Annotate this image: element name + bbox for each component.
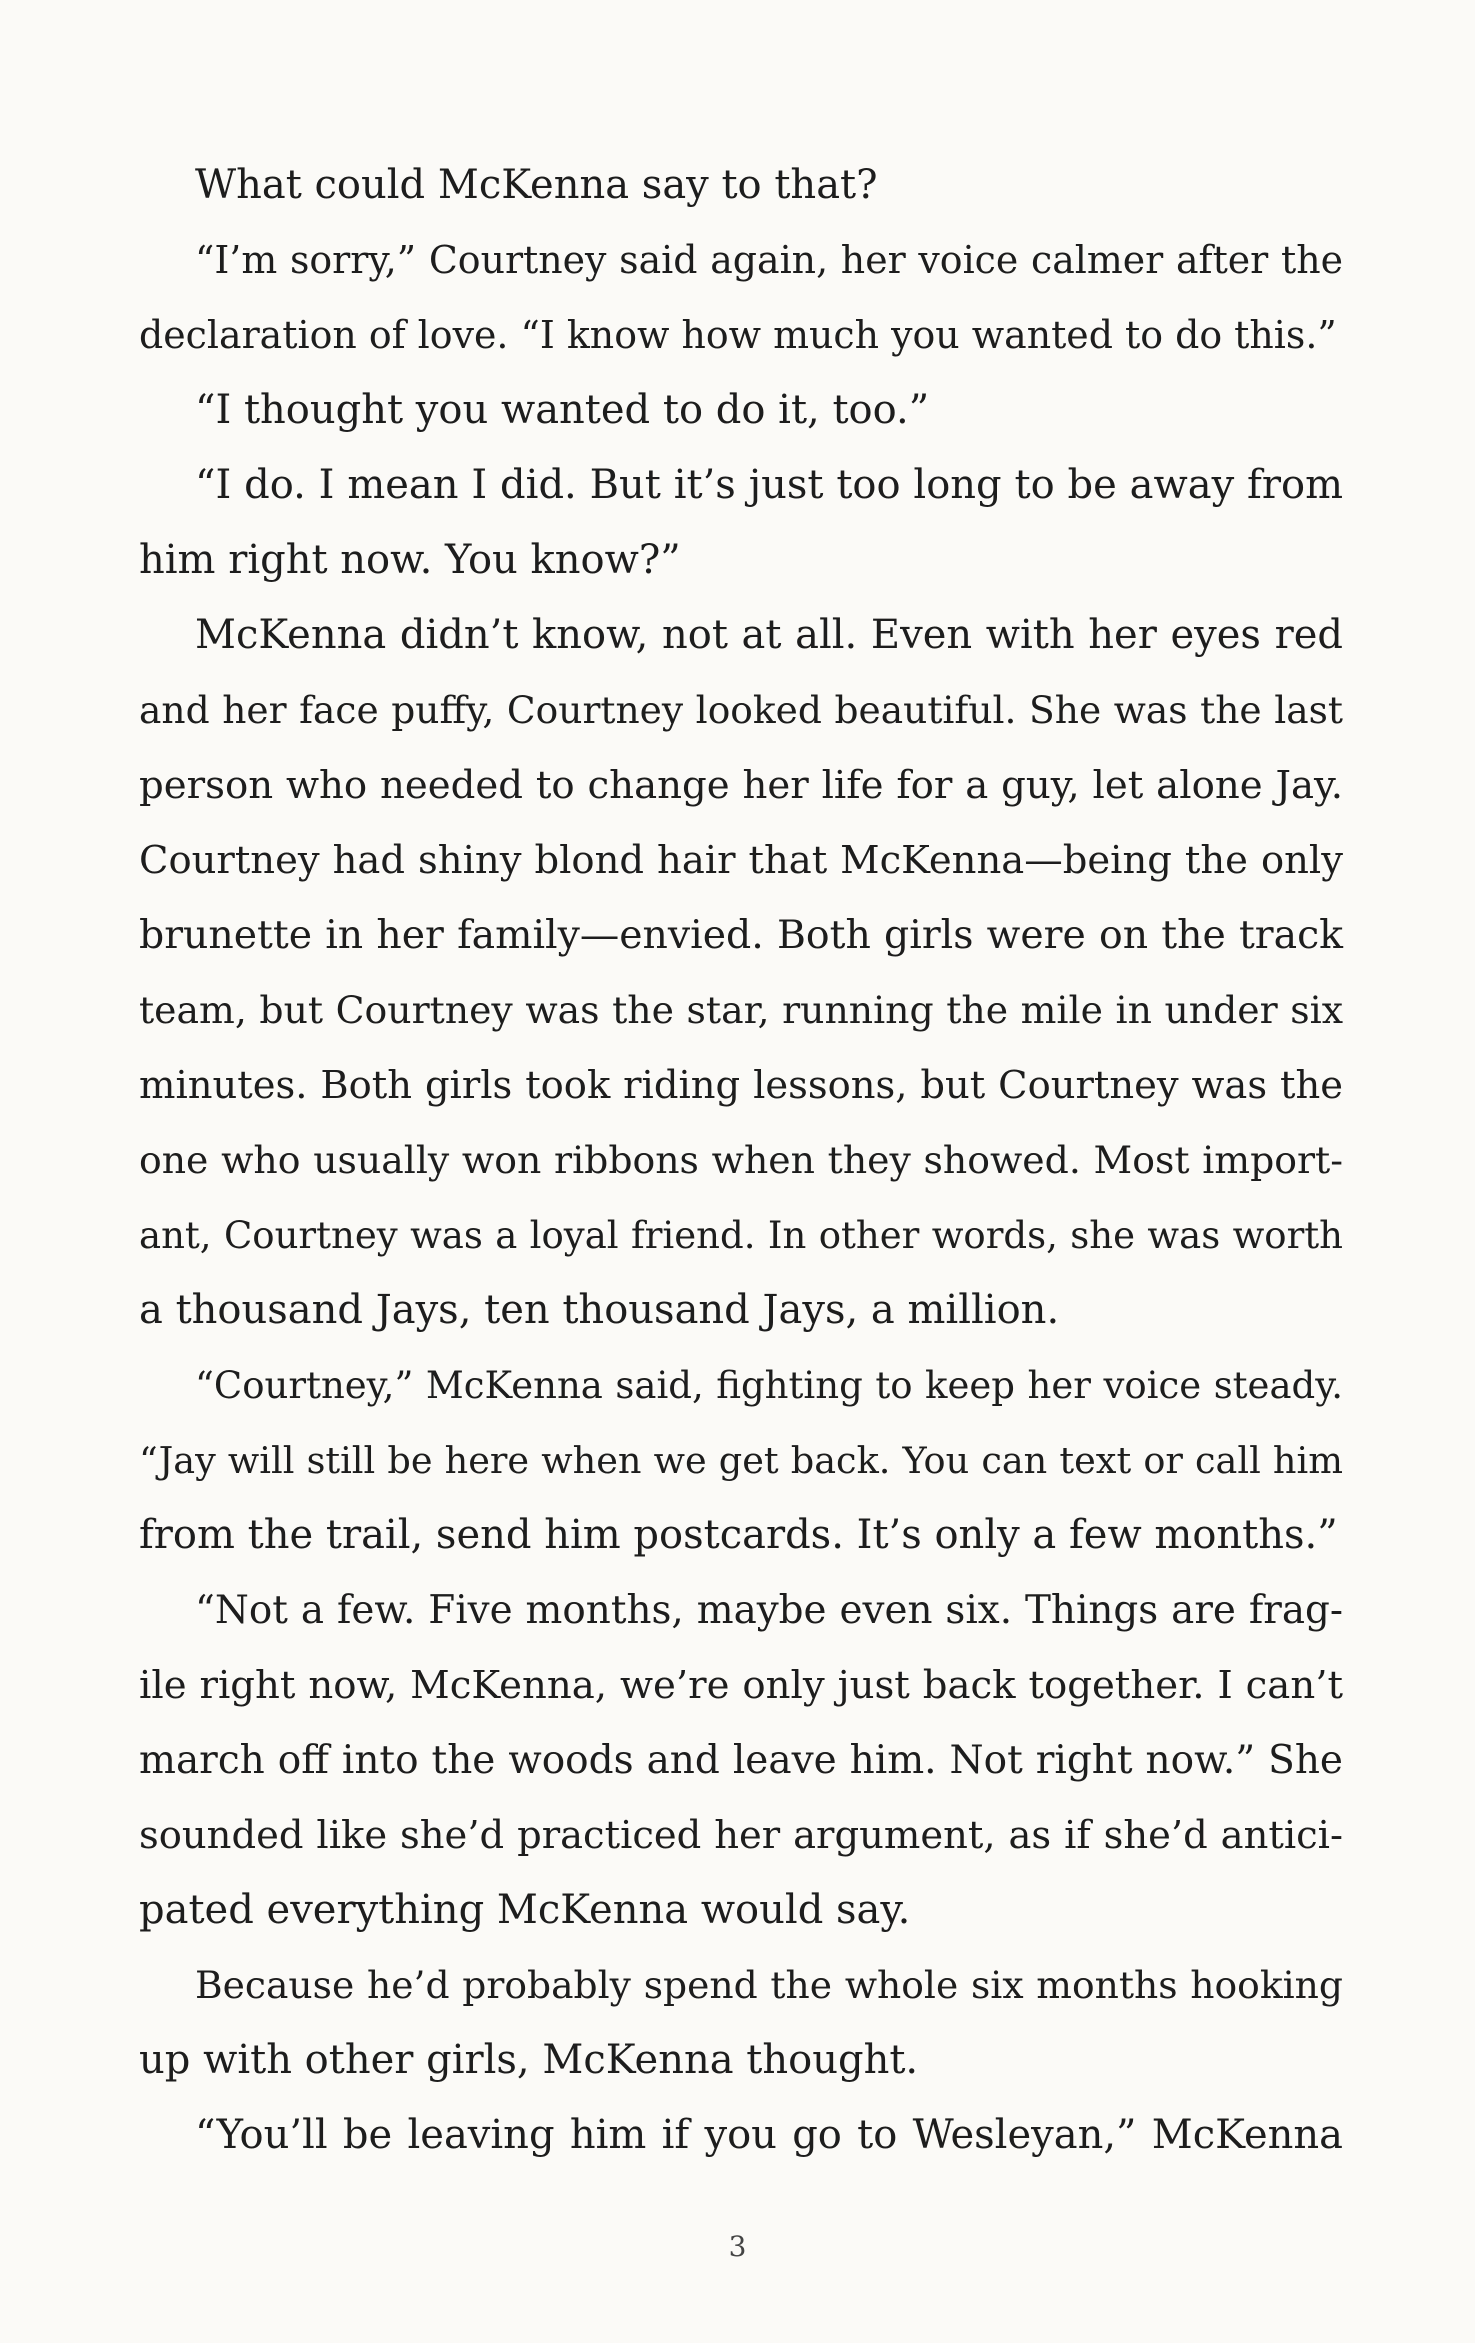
- text-line: declaration of love. “I know how much you wanted to do this.”: [139, 313, 1337, 357]
- text-line: ant, Courtney was a loyal friend. In other words, she was worth: [139, 1214, 1343, 1257]
- text-line: “Courtney,” McKenna said, fighting to keep her voice steady.: [195, 1364, 1343, 1407]
- text-line: pated everything McKenna would say.: [139, 1887, 911, 1933]
- text-line: Because he’d probably spend the whole six months hooking: [195, 1963, 1343, 2007]
- text-line: team, but Courtney was the star, running the mile in under six: [139, 988, 1343, 1032]
- text-line: from the trail, send him postcards. It’s only a few months.”: [139, 1512, 1338, 1558]
- text-line: “I thought you wanted to do it, too.”: [195, 387, 930, 433]
- text-line: sounded like she’d practiced her argument, as if she’d antici-: [139, 1813, 1343, 1858]
- text-line: and her face puffy, Courtney looked beautiful. She was the last: [139, 688, 1343, 732]
- text-line: brunette in her family—envied. Both girls were on the track: [139, 912, 1343, 958]
- text-line: a thousand Jays, ten thousand Jays, a million.: [139, 1287, 1060, 1333]
- text-line: “Not a few. Five months, maybe even six. Things are frag-: [195, 1588, 1343, 1633]
- page-number: 3: [728, 2230, 747, 2263]
- text-line: march off into the woods and leave him. Not right now.” She: [139, 1738, 1343, 1783]
- text-line: “I’m sorry,” Courtney said again, her voice calmer after the: [195, 238, 1343, 282]
- text-line: “I do. I mean I did. But it’s just too long to be away from: [195, 462, 1343, 508]
- text-line: What could McKenna say to that?: [195, 162, 878, 208]
- body-text: [139, 148, 1343, 2173]
- text-line: ile right now, McKenna, we’re only just back together. I can’t: [139, 1663, 1343, 1708]
- text-line: McKenna didn’t know, not at all. Even with her eyes red: [195, 612, 1343, 658]
- text-line: person who needed to change her life for a guy, let alone Jay.: [139, 763, 1343, 808]
- text-line: Courtney had shiny blond hair that McKenna—being the only: [139, 838, 1343, 883]
- text-line: minutes. Both girls took riding lessons, but Courtney was the: [139, 1063, 1343, 1108]
- text-line: one who usually won ribbons when they showed. Most import-: [139, 1138, 1343, 1182]
- text-line: “Jay will still be here when we get back. You can text or call him: [139, 1439, 1343, 1482]
- text-line: “You’ll be leaving him if you go to Wesleyan,” McKenna: [195, 2112, 1343, 2158]
- text-line: up with other girls, McKenna thought.: [139, 2037, 919, 2083]
- text-line: him right now. You know?”: [139, 537, 681, 583]
